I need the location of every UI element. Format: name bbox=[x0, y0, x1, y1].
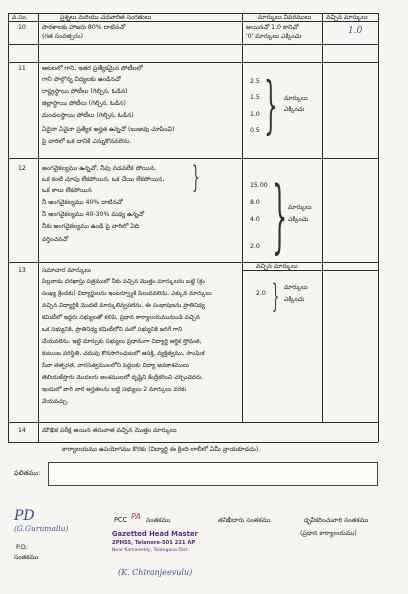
row-11-line-6: ఏదైనా ఏవైనా ప్రత్యేక అర్హత ఉన్నచో (బుజువు చూపించి) bbox=[42, 126, 175, 133]
row-14-top-border bbox=[8, 422, 378, 423]
office-use-note: కార్యాలయము ఉపయోగము కొరకు (విద్యార్థి ఈ క్రింది లాలీలో ఏమీ వ్రాయకూడదు). bbox=[62, 446, 261, 453]
verifier-signature-label: తనిఖీదారు సంతకము bbox=[218, 517, 271, 524]
row-11-line-5: మండలస్థాయి పోటీలు (గెల్చిన, ఓడిన) bbox=[42, 112, 134, 119]
pd-signature-name: (G.Gurumallu) bbox=[14, 524, 69, 533]
row-12-marks-label-2: ఎక్కించు bbox=[288, 216, 309, 223]
row-11-mark-value-1: 2.5 bbox=[250, 78, 260, 85]
row-12-number: 12 bbox=[18, 165, 26, 172]
row-12-mark-value-2: 8.0 bbox=[250, 199, 260, 206]
table-right-border bbox=[378, 13, 379, 442]
col-marks-divider bbox=[322, 13, 323, 422]
row-12-line-2: ఒక కంటి చూపు లేకపోయిన, ఒక చేయి లేకపోయిన, bbox=[42, 176, 165, 183]
col-no-divider bbox=[38, 13, 39, 442]
row-10-marks-line-1: అయినచో 1.0 కానిచో bbox=[246, 24, 299, 31]
row-10-awarded-marks: 1.0 bbox=[348, 26, 363, 36]
row-11-line-2: గాని పాల్గొన్న విద్యలకు ఉండినచో bbox=[42, 76, 121, 83]
row-13-number: 13 bbox=[18, 267, 26, 274]
header-col-no: వ.సం. bbox=[12, 14, 28, 21]
row-13-marks-header: వచ్చిన మార్కులు bbox=[256, 263, 298, 270]
row-11-mark-value-4: 0.5 bbox=[250, 127, 260, 134]
row-12-line-7: వర్తించనచో bbox=[42, 236, 69, 243]
row-11-number: 11 bbox=[18, 65, 26, 72]
col-questions-divider bbox=[242, 13, 243, 422]
head-master-stamp-line-1: Gazetted Head Master bbox=[112, 530, 198, 538]
row-11-line-3: రాష్ట్రస్థాయి పోటీలు (గెల్చిన, ఓడిన) bbox=[42, 88, 128, 95]
row-11-marks-label-2: ఎక్కించు bbox=[284, 106, 305, 113]
pcc-label: PCC bbox=[114, 516, 128, 524]
result-field[interactable] bbox=[48, 462, 378, 486]
pcc-signature-caption: సంతకము bbox=[146, 517, 171, 524]
row-11-mark-value-2: 1.5 bbox=[250, 94, 260, 101]
head-master-stamp-line-2: ZPHSS, Telanore-501 221 AP bbox=[112, 540, 196, 546]
row-13-paragraph-line-11: వేయవచ్చు. bbox=[42, 399, 69, 405]
row-12-mark-value-3: 4.0 bbox=[250, 216, 260, 223]
row-13-marks-label-2: ఎక్కించు bbox=[284, 296, 305, 303]
row-11-marks-label-1: మార్కులు bbox=[284, 95, 308, 102]
row-12-line-1: అంగవైకల్యము ఉన్నచో, నీవు నడవలేక పోయిన, bbox=[42, 165, 157, 172]
table-left-border bbox=[8, 13, 9, 442]
row-13-mark-value: 2.0 bbox=[256, 290, 266, 297]
row-11-brace: } bbox=[264, 68, 278, 141]
row-13-paragraph-line-2: సంఖ్య క్రిందకు) విద్యార్థులను ఇంటర్వ్యూకి పిలువవలెను. ఎక్కువ మార్కులు bbox=[42, 291, 212, 297]
row-12-marks-brace: } bbox=[272, 169, 288, 262]
pcc-handwritten-initials: PA bbox=[131, 512, 141, 521]
row-12-marks-label-1: మార్కులు bbox=[288, 204, 312, 211]
row-12-line-5: నీ అంగవైకల్యము 40-30% మధ్య ఉన్నచో bbox=[42, 211, 145, 218]
row-10-line-1: పాఠశాలకు హాజరు 80% దాటినచో bbox=[42, 24, 126, 31]
pd-signature-initials: PD bbox=[14, 508, 35, 524]
header-col-marks-given: వచ్చిన మార్కులు bbox=[326, 14, 368, 21]
row-10-marks-line-2: '0' మార్కులు ఎక్కించు bbox=[246, 33, 302, 40]
row-12-line-3: ఒక కాలు లేకపోయిన bbox=[42, 187, 92, 194]
row-12-mark-value-4: 2.0 bbox=[250, 243, 260, 250]
pd-label: P.D. bbox=[16, 543, 28, 551]
row-13-paragraph-line-6: చేయవలెను. ఇట్టి మార్పుకు సభ్యులు ప్రధానంగా విద్యార్థి ఆర్థిక స్తోమత, bbox=[42, 339, 202, 345]
row-10-line-2: (గత సంవత్సరం) bbox=[42, 33, 84, 40]
row-11-line-7: పై వారిలో ఒక దానికి ఎన్నుకొనవలెను. bbox=[42, 138, 132, 145]
pcc-handwritten-signature: (K. Chiranjeevulu) bbox=[118, 568, 193, 577]
row-11-line-1: ఆటలలో గాని, ఇతర ప్రత్యేకమైన పోటీలలో bbox=[42, 65, 143, 72]
scrutiny-signature-label: ధృవీకరించువారి సంతకము bbox=[304, 517, 369, 524]
row-13-paragraph-line-8: సేవా తత్పరత, వారసత్వములలోని పెద్దలకు విద్యా అవకాశములు bbox=[42, 363, 189, 369]
row-13-brace: } bbox=[272, 277, 280, 315]
row-14-line-1: మౌఖిక పరీక్ష అయిన తరువాత వచ్చిన మొత్తం మార్కులు bbox=[42, 427, 177, 434]
row-14-number: 14 bbox=[18, 427, 26, 434]
row-13-paragraph-line-1: పిల్లవాడు దరఖాస్తు పత్రములో నీకు వచ్చిన మొత్తం మార్కులను బట్టి (క్రం bbox=[42, 279, 206, 285]
row-13-paragraph-line-5: ఒక సభ్యునికి, ప్రాతినిధ్య కమిటీలోని మరో సభ్యునికి జరిగే గాని bbox=[42, 327, 183, 333]
row-13-paragraph-line-10: ఇందులో వారి వారి అర్హతలను బట్టి సభ్యులు 2 మార్కులు వరకు bbox=[42, 387, 187, 393]
head-master-stamp-line-3: Near Kamareddy, Telangana Dist. bbox=[112, 548, 189, 553]
row-10-number: 10 bbox=[18, 24, 26, 31]
table-bottom-border bbox=[8, 442, 378, 443]
row-12-brace: } bbox=[192, 160, 200, 195]
row-13-paragraph-line-4: కమిటీలో ఇద్దరు సభ్యులతో కలిపి, ప్రధాన కార్యాలయమునుండి వచ్చిన bbox=[42, 315, 200, 321]
row-11-mark-value-3: 1.0 bbox=[250, 111, 260, 118]
row-11-line-4: జిల్లాస్థాయి పోటీలు (గెల్చిన, ఓడిన) bbox=[42, 100, 126, 107]
pd-signature-caption: సంతకము bbox=[14, 554, 39, 561]
row-12-line-4: నీ అంగవైకల్యము 40% దాటినచో bbox=[42, 199, 123, 206]
row-13-title: సమాచార మార్కులు bbox=[42, 267, 92, 274]
header-col-marks-detail: మార్కులు వివరములు bbox=[258, 14, 312, 21]
row-13-paragraph-line-3: వచ్చిన విద్యార్థికి మొదటి మార్కులివ్వవలెను. ఈ సంభాషణను ప్రాతినిధ్య bbox=[42, 303, 205, 309]
row-13-paragraph-line-9: తెలియజేస్తారు మొదలగు అంశములలో దృష్టిని కేంద్రీకరించి చర్చించెదరు. bbox=[42, 375, 204, 381]
row-12-mark-value-1: 15.00 bbox=[250, 182, 268, 189]
scrutiny-signature-sublabel: (ప్రధాన కార్యాలయము) bbox=[300, 530, 357, 537]
row-13-marks-label-1: మార్కులు bbox=[284, 284, 308, 291]
result-label: ఫలితము: bbox=[14, 469, 41, 477]
header-col-questions: ప్రశ్నలు మరియు చదవారిత సంగతులు bbox=[60, 14, 152, 21]
row-13-paragraph-line-7: కుటుంబ పరిస్థితి, చదువు కొనసాగించుటలో ఆసక్తి, వ్యక్తిత్వము, సాంఘిక bbox=[42, 351, 205, 357]
row-12-line-6: నీకు అంగవైకల్యము ఉండి పై వారిలో ఏది bbox=[42, 223, 140, 230]
